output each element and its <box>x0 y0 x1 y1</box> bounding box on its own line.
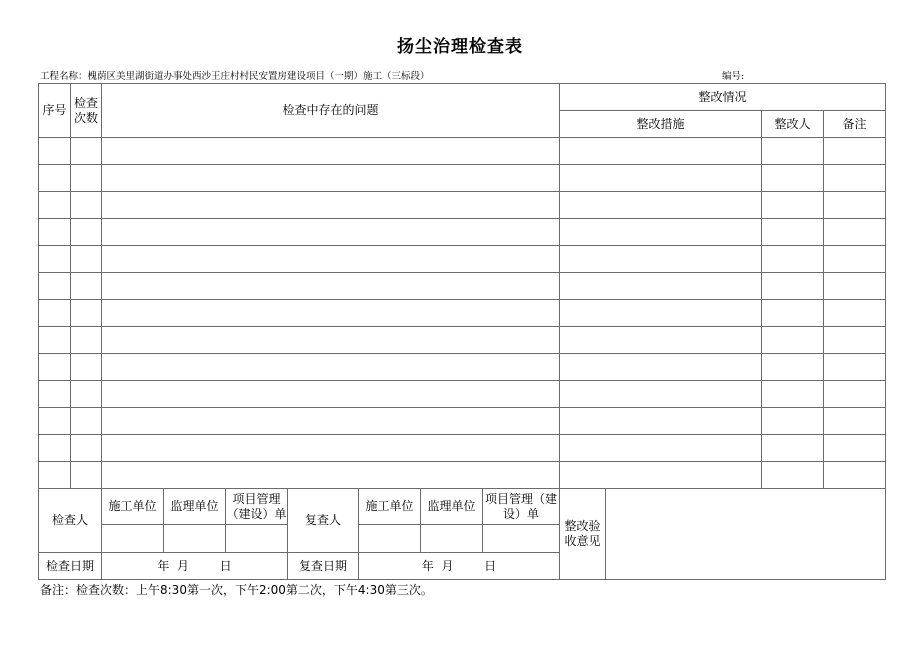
check-times-cell[interactable] <box>71 273 102 300</box>
serial-cell[interactable] <box>39 138 71 165</box>
table-row <box>39 246 886 273</box>
recheck-supervision-unit-label: 监理单位 <box>421 489 483 525</box>
measure-cell[interactable] <box>560 273 762 300</box>
serial-cell[interactable] <box>39 408 71 435</box>
issue-cell[interactable] <box>102 381 560 408</box>
check-times-cell[interactable] <box>71 381 102 408</box>
acceptance-opinion-label: 整改验收意见 <box>560 489 606 580</box>
person-cell[interactable] <box>762 273 824 300</box>
remark-cell[interactable] <box>824 381 886 408</box>
header-serial: 序号 <box>39 84 71 138</box>
page-title: 扬尘治理检查表 <box>397 37 523 57</box>
person-cell[interactable] <box>762 138 824 165</box>
acceptance-opinion-cell[interactable] <box>606 489 886 580</box>
check-times-cell[interactable] <box>71 138 102 165</box>
issue-cell[interactable] <box>102 246 560 273</box>
check-times-cell[interactable] <box>71 300 102 327</box>
measure-cell[interactable] <box>560 165 762 192</box>
measure-cell[interactable] <box>560 327 762 354</box>
table-row <box>39 462 886 489</box>
serial-cell[interactable] <box>39 219 71 246</box>
measure-cell[interactable] <box>560 408 762 435</box>
recheck-date-value[interactable]: 年 月 日 <box>359 553 560 580</box>
header-check-times: 检查次数 <box>71 84 102 138</box>
remark-cell[interactable] <box>824 435 886 462</box>
serial-cell[interactable] <box>39 273 71 300</box>
issue-cell[interactable] <box>102 327 560 354</box>
recheck-project-mgmt-unit-label: 项目管理（建设）单 <box>483 489 560 525</box>
person-cell[interactable] <box>762 300 824 327</box>
person-cell[interactable] <box>762 408 824 435</box>
remark-cell[interactable] <box>824 138 886 165</box>
remark-cell[interactable] <box>824 462 886 489</box>
table-row <box>39 138 886 165</box>
table-row <box>39 435 886 462</box>
check-date-value[interactable]: 年 月 日 <box>102 553 288 580</box>
measure-cell[interactable] <box>560 300 762 327</box>
measure-cell[interactable] <box>560 192 762 219</box>
recheck-construction-sign-cell[interactable] <box>359 525 421 553</box>
person-cell[interactable] <box>762 462 824 489</box>
serial-cell[interactable] <box>39 354 71 381</box>
issue-cell[interactable] <box>102 165 560 192</box>
table-row <box>39 327 886 354</box>
table-row <box>39 408 886 435</box>
check-times-cell[interactable] <box>71 246 102 273</box>
recheck-construction-unit-label: 施工单位 <box>359 489 421 525</box>
issue-cell[interactable] <box>102 273 560 300</box>
check-times-cell[interactable] <box>71 192 102 219</box>
serial-cell[interactable] <box>39 435 71 462</box>
person-cell[interactable] <box>762 165 824 192</box>
table-row <box>39 381 886 408</box>
issue-cell[interactable] <box>102 219 560 246</box>
person-cell[interactable] <box>762 219 824 246</box>
serial-cell[interactable] <box>39 192 71 219</box>
supervision-unit-label: 监理单位 <box>164 489 226 525</box>
remark-cell[interactable] <box>824 408 886 435</box>
inspection-table <box>38 83 886 580</box>
remark-cell[interactable] <box>824 354 886 381</box>
inspector-label: 检查人 <box>39 489 102 553</box>
header-measures: 整改措施 <box>560 111 762 138</box>
table-row <box>39 192 886 219</box>
person-cell[interactable] <box>762 327 824 354</box>
person-cell[interactable] <box>762 246 824 273</box>
construction-unit-label: 施工单位 <box>102 489 164 525</box>
serial-cell[interactable] <box>39 246 71 273</box>
header-rectification: 整改情况 <box>560 84 886 111</box>
serial-cell[interactable] <box>39 300 71 327</box>
recheck-person-label: 复查人 <box>288 489 359 553</box>
measure-cell[interactable] <box>560 219 762 246</box>
issue-cell[interactable] <box>102 192 560 219</box>
table-row <box>39 354 886 381</box>
table-row <box>39 219 886 246</box>
person-cell[interactable] <box>762 192 824 219</box>
person-cell[interactable] <box>762 381 824 408</box>
check-date-label: 检查日期 <box>39 553 102 580</box>
remark-cell[interactable] <box>824 192 886 219</box>
remark-cell[interactable] <box>824 327 886 354</box>
measure-cell[interactable] <box>560 246 762 273</box>
issue-cell[interactable] <box>102 354 560 381</box>
project-mgmt-unit-label: 项目管理（建设）单 <box>226 489 288 525</box>
person-cell[interactable] <box>762 354 824 381</box>
remark-cell[interactable] <box>824 246 886 273</box>
issue-cell[interactable] <box>102 300 560 327</box>
project-info-line <box>40 71 885 83</box>
measure-cell[interactable] <box>560 354 762 381</box>
header-row-1 <box>39 84 886 111</box>
remark-cell[interactable] <box>824 165 886 192</box>
serial-cell[interactable] <box>39 381 71 408</box>
project-mgmt-sign-cell[interactable] <box>226 525 288 553</box>
supervision-sign-cell[interactable] <box>164 525 226 553</box>
table-row <box>39 273 886 300</box>
check-times-cell[interactable] <box>71 219 102 246</box>
header-person: 整改人 <box>762 111 824 138</box>
footnote: 备注：检查次数：上午8:30第一次，下午2:00第二次，下午4:30第三次。 <box>40 583 433 597</box>
header-issues: 检查中存在的问题 <box>102 84 560 138</box>
measure-cell[interactable] <box>560 435 762 462</box>
person-cell[interactable] <box>762 435 824 462</box>
table-row <box>39 300 886 327</box>
measure-cell[interactable] <box>560 462 762 489</box>
serial-cell[interactable] <box>39 327 71 354</box>
form-number-label: 编号: <box>722 71 745 82</box>
serial-cell[interactable] <box>39 462 71 489</box>
header-remarks: 备注 <box>824 111 886 138</box>
remark-cell[interactable] <box>824 219 886 246</box>
check-times-cell[interactable] <box>71 354 102 381</box>
check-times-cell[interactable] <box>71 408 102 435</box>
recheck-supervision-sign-cell[interactable] <box>421 525 483 553</box>
recheck-project-mgmt-sign-cell[interactable] <box>483 525 560 553</box>
construction-sign-cell[interactable] <box>102 525 164 553</box>
measure-cell[interactable] <box>560 138 762 165</box>
remark-cell[interactable] <box>824 273 886 300</box>
issue-cell[interactable] <box>102 435 560 462</box>
recheck-date-label: 复查日期 <box>288 553 359 580</box>
signature-row-1 <box>39 489 886 525</box>
check-times-cell[interactable] <box>71 165 102 192</box>
check-times-cell[interactable] <box>71 435 102 462</box>
issue-cell[interactable] <box>102 462 560 489</box>
project-name: 工程名称：槐荫区美里湖街道办事处西沙王庄村村民安置房建设项目（一期）施工（三标段） <box>40 71 430 82</box>
check-times-cell[interactable] <box>71 327 102 354</box>
serial-cell[interactable] <box>39 165 71 192</box>
table-row <box>39 165 886 192</box>
measure-cell[interactable] <box>560 381 762 408</box>
remark-cell[interactable] <box>824 300 886 327</box>
issue-cell[interactable] <box>102 408 560 435</box>
issue-cell[interactable] <box>102 138 560 165</box>
check-times-cell[interactable] <box>71 462 102 489</box>
